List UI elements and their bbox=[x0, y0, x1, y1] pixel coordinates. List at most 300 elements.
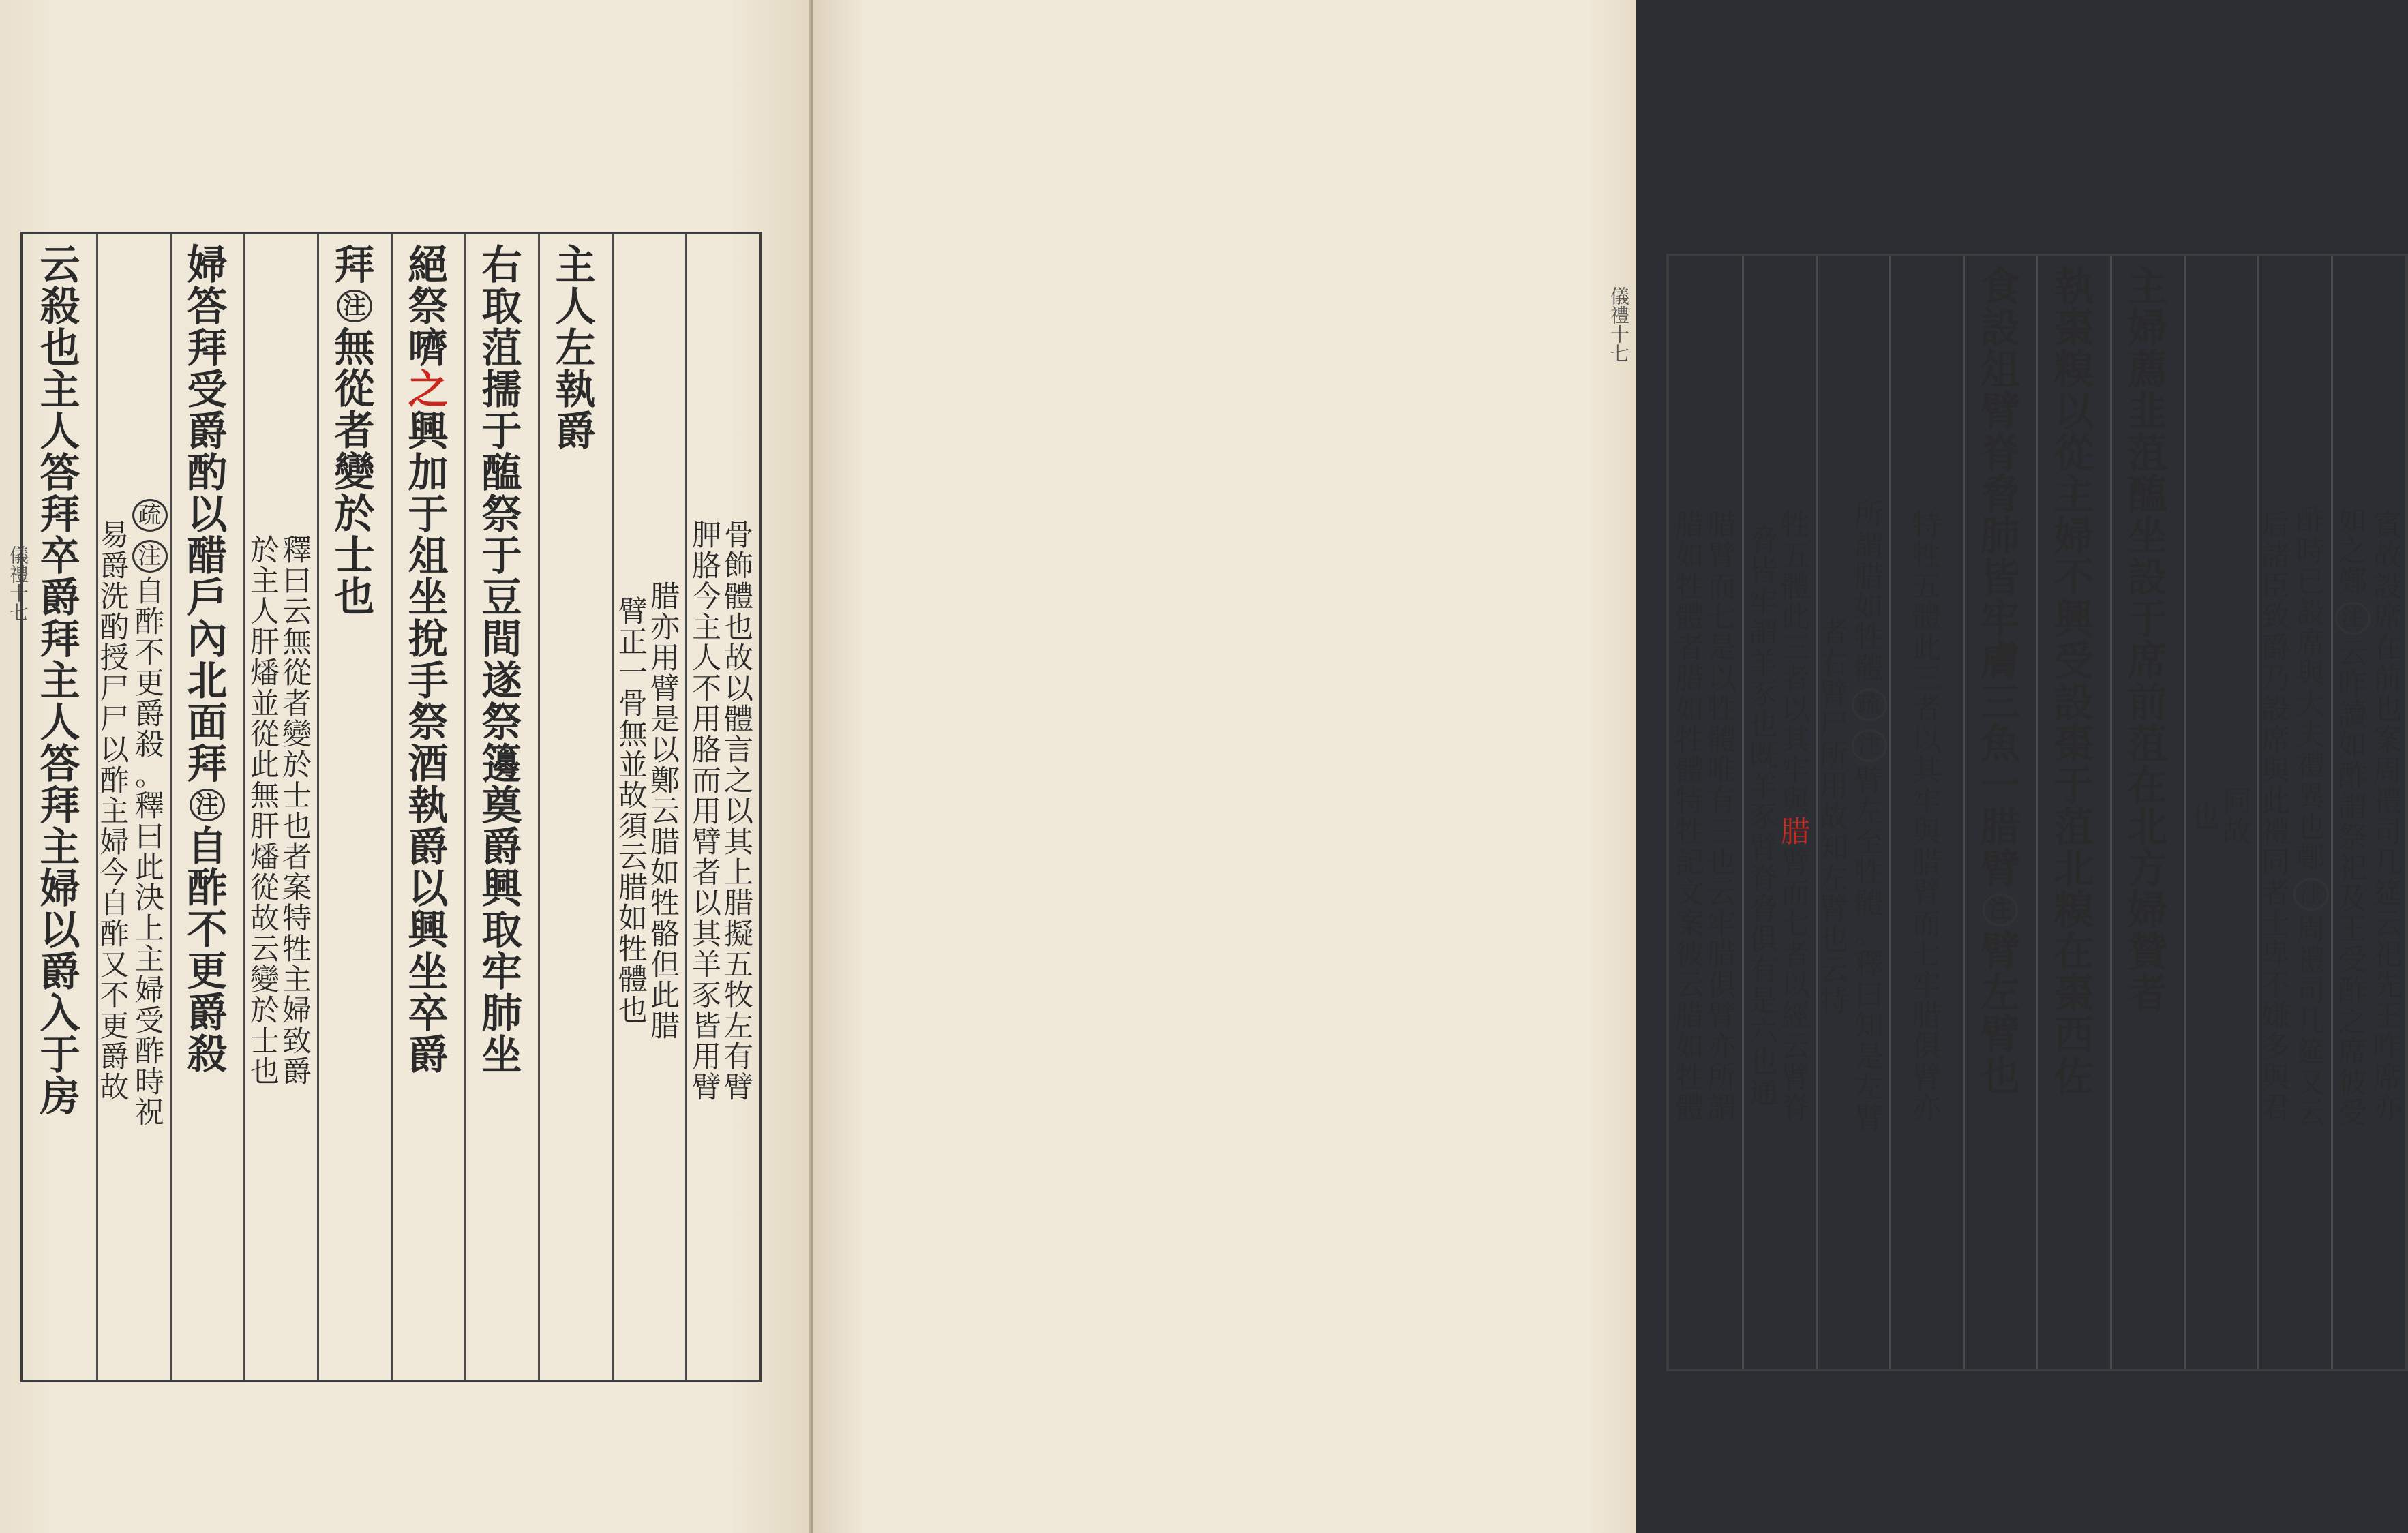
character: 醢 bbox=[2127, 471, 2168, 518]
left-page bbox=[0, 0, 810, 1533]
character: 腊 bbox=[724, 886, 753, 921]
character: 不 bbox=[100, 978, 130, 1013]
commentary-line bbox=[2261, 511, 2291, 1124]
character: 鄭 bbox=[2338, 564, 2367, 599]
commentary-line bbox=[1749, 523, 1778, 1110]
left-text-column bbox=[170, 234, 244, 1380]
character: 棗 bbox=[2053, 970, 2094, 1017]
character: 一 bbox=[618, 656, 648, 690]
right-text-column bbox=[1816, 256, 1890, 1369]
character: 棗 bbox=[2053, 305, 2094, 352]
character: 亦 bbox=[650, 610, 680, 645]
character: 設 bbox=[2127, 554, 2168, 601]
character: 殺 bbox=[187, 1031, 228, 1078]
character: 脅 bbox=[1749, 892, 1778, 926]
commentary-line bbox=[2335, 503, 2371, 1131]
character: 主 bbox=[555, 241, 596, 288]
character: 胳 bbox=[692, 549, 721, 583]
character: 上 bbox=[135, 912, 164, 946]
character: 臂 bbox=[1980, 845, 2021, 892]
commentary-line bbox=[2373, 511, 2403, 1124]
character: 牢 bbox=[1707, 907, 1736, 941]
character: 云 bbox=[40, 241, 80, 288]
character: 記 bbox=[1675, 846, 1704, 880]
main-text-line bbox=[481, 234, 522, 1076]
character: 。 bbox=[1854, 917, 1884, 952]
commentary-marker: 疏 bbox=[132, 499, 168, 532]
character: 亦 bbox=[1912, 1091, 1942, 1125]
character: 從 bbox=[250, 871, 280, 905]
character: 席 bbox=[2373, 601, 2403, 635]
character: 臂 bbox=[1912, 877, 1942, 911]
character: 無 bbox=[250, 779, 280, 813]
character: 薦 bbox=[2127, 346, 2168, 393]
character: 臂 bbox=[618, 595, 648, 629]
main-text-line bbox=[334, 234, 374, 618]
character: 故 bbox=[2373, 539, 2403, 573]
character: 左 bbox=[724, 1009, 753, 1044]
character: 也 bbox=[618, 994, 648, 1028]
character: 祭 bbox=[481, 491, 522, 538]
character: 也 bbox=[2373, 693, 2403, 727]
character: 間 bbox=[481, 616, 522, 663]
character: 者 bbox=[692, 855, 721, 890]
commentary-line bbox=[1852, 500, 1887, 1134]
character: 鄭 bbox=[650, 763, 680, 798]
character: 爵 bbox=[40, 948, 80, 995]
character: 主 bbox=[692, 610, 721, 645]
character: 案 bbox=[1675, 907, 1704, 941]
character: 特 bbox=[1912, 509, 1942, 543]
character: 羊 bbox=[692, 947, 721, 982]
page-edge-label: 儀禮十七 bbox=[1608, 286, 1630, 363]
character: 祀 bbox=[2373, 938, 2403, 972]
character: 祭 bbox=[2338, 820, 2367, 855]
character: 不 bbox=[187, 906, 228, 953]
character: 今 bbox=[100, 855, 130, 890]
character: 殺 bbox=[135, 728, 164, 762]
character: 致 bbox=[282, 1024, 312, 1059]
character: 膚 bbox=[1980, 637, 2021, 684]
right-text-column bbox=[2111, 256, 2184, 1369]
character: 故 bbox=[250, 902, 280, 936]
character: 彼 bbox=[1675, 938, 1704, 972]
character: 並 bbox=[250, 687, 280, 721]
character: 北 bbox=[2053, 845, 2094, 892]
character: 酢 bbox=[2338, 759, 2367, 793]
character: 臂 bbox=[1749, 830, 1778, 865]
character: 卒 bbox=[40, 532, 80, 579]
character: 人 bbox=[555, 283, 596, 330]
commentary-line bbox=[132, 495, 168, 1129]
right-page bbox=[813, 0, 2403, 1533]
character: 故 bbox=[100, 1070, 130, 1105]
character: 也 bbox=[1707, 846, 1736, 880]
character: 言 bbox=[724, 733, 753, 768]
character: 與 bbox=[2261, 754, 2291, 788]
character: 取 bbox=[481, 283, 522, 330]
commentary-line bbox=[1707, 511, 1736, 1124]
character: 肝 bbox=[250, 810, 280, 844]
character: 用 bbox=[1819, 769, 1849, 804]
character: 昨 bbox=[2338, 667, 2367, 701]
character: 故 bbox=[2223, 815, 2252, 849]
character: 也 bbox=[1749, 1045, 1778, 1080]
character: 牲 bbox=[1854, 621, 1884, 655]
right-text-column bbox=[1963, 256, 2037, 1369]
character: 臂 bbox=[724, 1070, 753, 1105]
character: 案 bbox=[282, 871, 312, 905]
character: 同 bbox=[2261, 846, 2291, 880]
character: 酌 bbox=[187, 449, 228, 496]
page-edge-label: 儀禮十七 bbox=[7, 545, 29, 622]
character: 故 bbox=[1819, 800, 1849, 834]
character: 三 bbox=[1980, 679, 2021, 726]
character: 從 bbox=[334, 365, 375, 412]
character: 三 bbox=[1912, 662, 1942, 696]
character: 七 bbox=[1707, 601, 1736, 635]
character: 體 bbox=[1781, 570, 1810, 604]
character: 與 bbox=[1781, 785, 1810, 819]
character: 筵 bbox=[2373, 877, 2403, 911]
character: 曰 bbox=[1854, 979, 1884, 1013]
main-text-line bbox=[555, 234, 596, 455]
character: 也 bbox=[282, 810, 312, 844]
character: 異 bbox=[2296, 779, 2326, 814]
character: 多 bbox=[2261, 1030, 2291, 1064]
character: 體 bbox=[1675, 601, 1704, 635]
character: 以 bbox=[40, 907, 80, 954]
character: 時 bbox=[135, 1065, 164, 1099]
character: 賓 bbox=[2373, 509, 2403, 543]
character: 五 bbox=[724, 947, 753, 982]
left-text-frame bbox=[20, 232, 762, 1382]
character: 不 bbox=[2053, 554, 2094, 601]
character: 在 bbox=[2053, 928, 2094, 975]
character: 答 bbox=[40, 740, 80, 787]
character: 之 bbox=[2338, 534, 2367, 568]
character: 也 bbox=[1980, 1052, 2021, 1099]
character: 入 bbox=[40, 990, 80, 1037]
character: 拜 bbox=[334, 241, 375, 288]
character: 牲 bbox=[1675, 723, 1704, 757]
character: 如 bbox=[650, 855, 680, 890]
character: 從 bbox=[250, 718, 280, 752]
character: 腊 bbox=[1854, 560, 1884, 594]
character: 人 bbox=[40, 699, 80, 746]
character: 特 bbox=[1819, 984, 1849, 1018]
character: 腊 bbox=[1781, 815, 1810, 849]
character: 士 bbox=[282, 779, 312, 813]
character: 以 bbox=[1781, 969, 1810, 1003]
character: 是 bbox=[1854, 1040, 1884, 1074]
character: 嫌 bbox=[2261, 999, 2291, 1033]
character: 右 bbox=[1819, 646, 1849, 681]
character: 此 bbox=[650, 978, 680, 1013]
character: 祀 bbox=[2338, 851, 2367, 885]
character: 皆 bbox=[1749, 554, 1778, 589]
character: 臂 bbox=[1707, 539, 1736, 573]
character: 同 bbox=[2223, 785, 2252, 819]
character: 用 bbox=[692, 702, 721, 737]
character: 其 bbox=[1781, 723, 1810, 757]
main-text-line bbox=[2127, 256, 2168, 1017]
character: 臂 bbox=[1781, 1061, 1810, 1095]
character: 體 bbox=[1854, 887, 1884, 921]
character: 執 bbox=[408, 782, 449, 829]
character: 士 bbox=[334, 532, 375, 579]
character: 無 bbox=[282, 626, 312, 660]
character: 爵 bbox=[2261, 631, 2291, 665]
character: 執 bbox=[2053, 263, 2094, 310]
character: 左 bbox=[555, 324, 596, 371]
character: 特 bbox=[282, 902, 312, 936]
character: 是 bbox=[1749, 984, 1778, 1018]
character: 也 bbox=[250, 1055, 280, 1089]
character: 並 bbox=[618, 748, 648, 783]
character: 牢 bbox=[1912, 785, 1942, 819]
character: 興 bbox=[408, 907, 449, 954]
character: 臂 bbox=[650, 671, 680, 706]
character: 主 bbox=[135, 943, 164, 977]
character: 從 bbox=[282, 656, 312, 690]
character: 主 bbox=[2127, 263, 2168, 310]
character: 人 bbox=[40, 408, 80, 455]
character: 其 bbox=[692, 917, 721, 952]
character: 籩 bbox=[481, 740, 522, 787]
character: 醢 bbox=[481, 449, 522, 496]
character: 興 bbox=[481, 865, 522, 912]
character: 設 bbox=[2261, 693, 2291, 727]
character: 昨 bbox=[2373, 1030, 2403, 1064]
character: 筵 bbox=[2296, 1035, 2326, 1069]
character: 脊 bbox=[1781, 1091, 1810, 1125]
character: 腊 bbox=[1675, 509, 1704, 543]
character: 體 bbox=[1675, 754, 1704, 788]
character: 者 bbox=[2127, 970, 2168, 1017]
character: 也 bbox=[2296, 810, 2326, 845]
character: 爵 bbox=[282, 1055, 312, 1089]
character: 牲 bbox=[1675, 570, 1704, 604]
character: 坐 bbox=[481, 1031, 522, 1078]
character: 所 bbox=[1707, 1061, 1736, 1095]
character: 西 bbox=[2053, 1012, 2094, 1059]
character: 云 bbox=[1675, 969, 1704, 1003]
character: 左 bbox=[1854, 1071, 1884, 1105]
character: 戶 bbox=[187, 574, 228, 621]
character: 洗 bbox=[100, 579, 130, 614]
character: 者 bbox=[282, 840, 312, 875]
character: 已 bbox=[2296, 564, 2326, 599]
character: 之 bbox=[408, 366, 449, 413]
character: 尸 bbox=[1819, 708, 1849, 742]
character: 爵 bbox=[555, 408, 596, 455]
character: 殺 bbox=[40, 283, 80, 330]
character: 以 bbox=[408, 865, 449, 912]
character: 婦 bbox=[40, 865, 80, 912]
character: 如 bbox=[1675, 1030, 1704, 1064]
character: 脊 bbox=[1749, 861, 1778, 896]
character: 云 bbox=[1781, 1030, 1810, 1064]
character: 糗 bbox=[2053, 887, 2094, 934]
character: 於 bbox=[250, 534, 280, 568]
left-text-column bbox=[612, 234, 686, 1380]
character: 臂 bbox=[1781, 846, 1810, 880]
character: 祭 bbox=[408, 699, 449, 746]
character: 席 bbox=[2373, 1061, 2403, 1095]
character: 婦 bbox=[2127, 305, 2168, 352]
character: 俱 bbox=[1707, 969, 1736, 1003]
character: 無 bbox=[618, 718, 648, 752]
character: 自 bbox=[135, 575, 164, 609]
character: 有 bbox=[1707, 785, 1736, 819]
commentary-marker: 注 bbox=[132, 540, 168, 573]
character: 也 bbox=[1749, 708, 1778, 742]
character: 體 bbox=[724, 579, 753, 614]
commentary-line bbox=[1675, 511, 1704, 1124]
character: 體 bbox=[1675, 1091, 1704, 1125]
character: 臂 bbox=[1707, 999, 1736, 1033]
character: 几 bbox=[2373, 846, 2403, 880]
character: 俱 bbox=[1749, 922, 1778, 957]
character: 禮 bbox=[2261, 815, 2291, 849]
character: 于 bbox=[481, 532, 522, 579]
character: 豕 bbox=[692, 978, 721, 1013]
character: 也 bbox=[2191, 800, 2220, 834]
character: 主 bbox=[40, 823, 80, 870]
character: 腊 bbox=[1675, 662, 1704, 696]
character: 于 bbox=[408, 491, 449, 538]
character: 又 bbox=[2296, 1065, 2326, 1100]
character: 王 bbox=[2338, 912, 2367, 947]
character: 牲 bbox=[650, 886, 680, 921]
character: 文 bbox=[1675, 877, 1704, 911]
left-text-column bbox=[686, 234, 759, 1380]
character: 者 bbox=[334, 407, 375, 454]
character: 周 bbox=[2373, 754, 2403, 788]
right-text-column bbox=[2037, 256, 2111, 1369]
character: 而 bbox=[1707, 570, 1736, 604]
character: 自 bbox=[100, 886, 130, 921]
character: 其 bbox=[1912, 754, 1942, 788]
character: 胛 bbox=[692, 518, 721, 553]
character: 以 bbox=[724, 794, 753, 829]
character: 之 bbox=[724, 763, 753, 798]
character: 有 bbox=[1749, 953, 1778, 988]
character: 前 bbox=[2373, 662, 2403, 696]
character: 爵 bbox=[135, 697, 164, 731]
main-text-line bbox=[1980, 256, 2020, 1097]
character: 云 bbox=[650, 794, 680, 829]
character: 以 bbox=[2053, 388, 2094, 435]
character: 尸 bbox=[100, 671, 130, 706]
character: 左 bbox=[1980, 969, 2021, 1016]
character: 右 bbox=[481, 241, 522, 288]
character: 釋 bbox=[135, 789, 164, 823]
character: 禮 bbox=[2296, 748, 2326, 783]
character: 拜 bbox=[187, 324, 228, 371]
character: 受 bbox=[2053, 637, 2094, 684]
commentary-line bbox=[1781, 511, 1810, 1124]
commentary-marker: 注 bbox=[1852, 729, 1887, 762]
character: 脊 bbox=[1980, 429, 2021, 476]
character: 一 bbox=[1980, 762, 2021, 809]
character: 設 bbox=[2296, 595, 2326, 630]
character: 禮 bbox=[2373, 785, 2403, 819]
character: 須 bbox=[618, 810, 648, 844]
character: 故 bbox=[618, 779, 648, 813]
character: 故 bbox=[724, 641, 753, 676]
character: 受 bbox=[2338, 1096, 2367, 1131]
character: 易 bbox=[100, 518, 130, 553]
character: 臂 bbox=[1819, 677, 1849, 712]
character: 卑 bbox=[2261, 938, 2291, 972]
character: 腊 bbox=[1912, 846, 1942, 880]
character: 酢 bbox=[2296, 503, 2326, 538]
character: 席 bbox=[2296, 626, 2326, 661]
character: 彼 bbox=[2338, 1065, 2367, 1100]
character: 爵 bbox=[481, 823, 522, 870]
character: 俱 bbox=[1912, 1030, 1942, 1064]
character: 於 bbox=[250, 994, 280, 1028]
character: 拜 bbox=[187, 740, 228, 787]
character: 執 bbox=[555, 366, 596, 413]
character: 臂 bbox=[1912, 1061, 1942, 1095]
character: 六 bbox=[1749, 1014, 1778, 1049]
character: 婦 bbox=[282, 994, 312, 1028]
character: 坐 bbox=[408, 948, 449, 995]
character: 豆 bbox=[481, 574, 522, 621]
character: 糗 bbox=[2053, 346, 2094, 393]
character: 左 bbox=[1819, 861, 1849, 896]
left-text-column bbox=[465, 234, 539, 1380]
character: 爵 bbox=[100, 549, 130, 583]
character: 婦 bbox=[2127, 887, 2168, 934]
character: 婦 bbox=[2053, 513, 2094, 560]
character: 五 bbox=[1912, 570, 1942, 604]
character: 席 bbox=[2338, 1035, 2367, 1069]
character: 于 bbox=[2127, 596, 2168, 643]
right-text-column bbox=[2332, 256, 2405, 1369]
character: 奠 bbox=[481, 782, 522, 829]
character: 燔 bbox=[250, 656, 280, 690]
character: 嚌 bbox=[408, 324, 449, 371]
character: 而 bbox=[692, 763, 721, 798]
character: 通 bbox=[1749, 1076, 1778, 1110]
character: 拜 bbox=[40, 491, 80, 538]
character: 臂 bbox=[692, 825, 721, 860]
commentary-line bbox=[2223, 787, 2252, 848]
character: 以 bbox=[187, 491, 228, 538]
character: 臂 bbox=[1819, 892, 1849, 926]
character: 設 bbox=[2053, 679, 2094, 726]
character: 體 bbox=[1912, 601, 1942, 635]
character: 致 bbox=[2261, 601, 2291, 635]
character: 變 bbox=[334, 449, 375, 496]
character: 受 bbox=[187, 366, 228, 413]
character: 以 bbox=[692, 886, 721, 921]
character: 者 bbox=[1675, 631, 1704, 665]
character: 釋 bbox=[1854, 948, 1884, 982]
character: 所 bbox=[1854, 498, 1884, 532]
character: 者 bbox=[1819, 616, 1849, 650]
character: 主 bbox=[100, 794, 130, 829]
character: 牲 bbox=[1675, 1061, 1704, 1095]
character: 腊 bbox=[650, 1009, 680, 1044]
character: 拜 bbox=[40, 782, 80, 829]
character: 腊 bbox=[618, 871, 648, 905]
character: 豕 bbox=[1749, 677, 1778, 712]
